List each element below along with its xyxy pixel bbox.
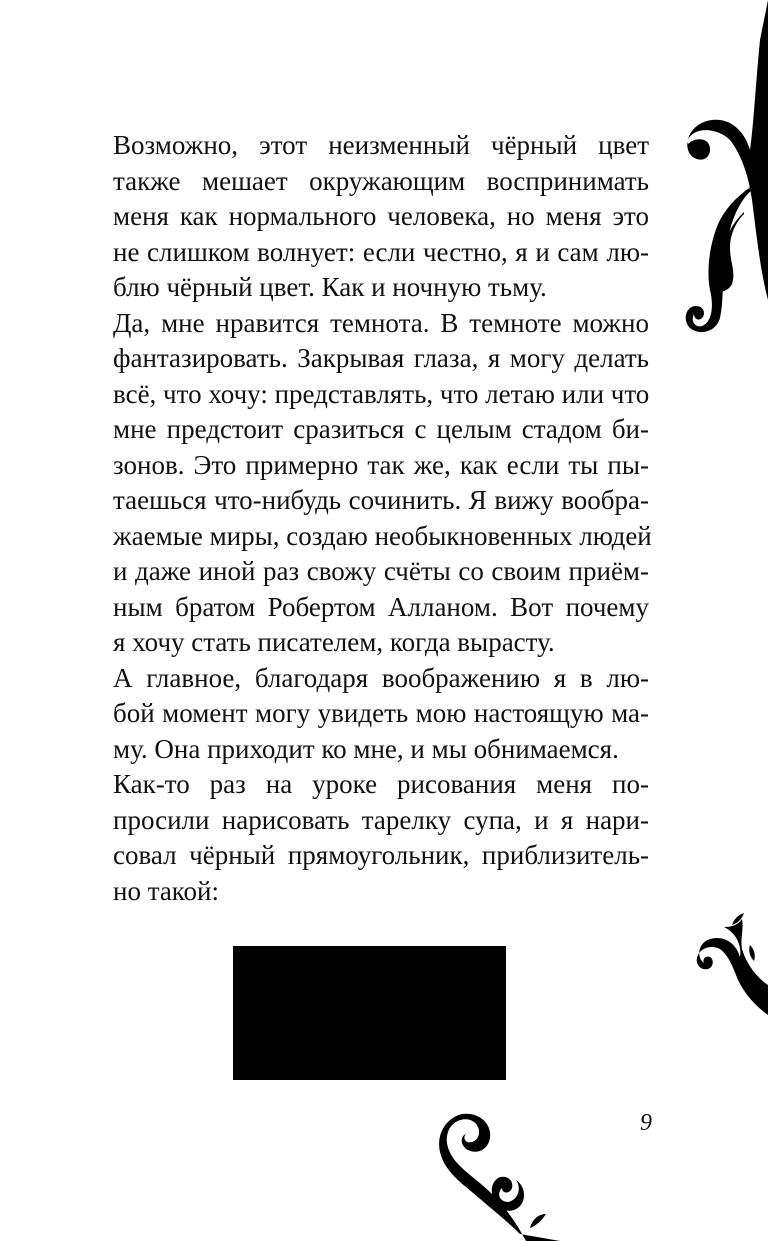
text-line: не слишком волнует: если честно, я и сам лю- bbox=[113, 236, 649, 267]
vine-mid-right-icon bbox=[680, 905, 768, 1025]
text-line: жаемые миры, создаю необыкновенных людей bbox=[113, 520, 652, 551]
text-line: мне предстоит сразиться с целым стадом би- bbox=[113, 414, 649, 444]
text-line-content: Возможно, этот неизменный чёрный цвет bbox=[113, 130, 649, 160]
text-line: таешься что-нибудь сочинить. Я вижу вообра- bbox=[113, 485, 649, 515]
text-line: А главное, благодаря воображению я в лю- bbox=[113, 662, 649, 693]
text-line: Как-то раз на уроке рисования меня по- bbox=[113, 769, 649, 799]
text-line: я хочу стать писателем, когда вырасту. bbox=[113, 627, 555, 657]
text-line: ным братом Робертом Алланом. Вот почему bbox=[113, 591, 649, 622]
black-rectangle-illustration bbox=[233, 946, 506, 1080]
body-text bbox=[113, 128, 652, 909]
text-line: и даже иной раз свожу счёты со своим приём- bbox=[113, 556, 649, 586]
text-line: но такой: bbox=[113, 875, 220, 906]
page-number: 9 bbox=[640, 1110, 652, 1136]
text-line bbox=[113, 128, 649, 164]
text-line: также мешает окружающим воспринимать bbox=[113, 165, 649, 196]
text-line: просили нарисовать тарелку супа, и я нари- bbox=[113, 804, 649, 835]
text-line: бой момент могу увидеть мою настоящую ма- bbox=[113, 698, 649, 728]
vine-top-right-icon bbox=[660, 0, 768, 340]
text-line: Да, мне нравится темнота. В темноте можно bbox=[113, 307, 649, 338]
text-line: фантазировать. Закрывая глаза, я могу делать bbox=[113, 343, 649, 373]
text-line: совал чёрный прямоугольник, приблизитель- bbox=[113, 840, 649, 870]
text-line: зонов. Это примерно так же, как если ты пы- bbox=[113, 449, 649, 480]
vine-bottom-icon bbox=[430, 1110, 570, 1241]
text-line: му. Она приходит ко мне, и мы обнимаемся. bbox=[113, 733, 619, 764]
text-line: всё, что хочу: представлять, что летаю или что bbox=[113, 378, 650, 409]
text-line: меня как нормального человека, но меня это bbox=[113, 201, 649, 231]
text-line: блю чёрный цвет. Как и ночную тьму. bbox=[113, 272, 547, 302]
